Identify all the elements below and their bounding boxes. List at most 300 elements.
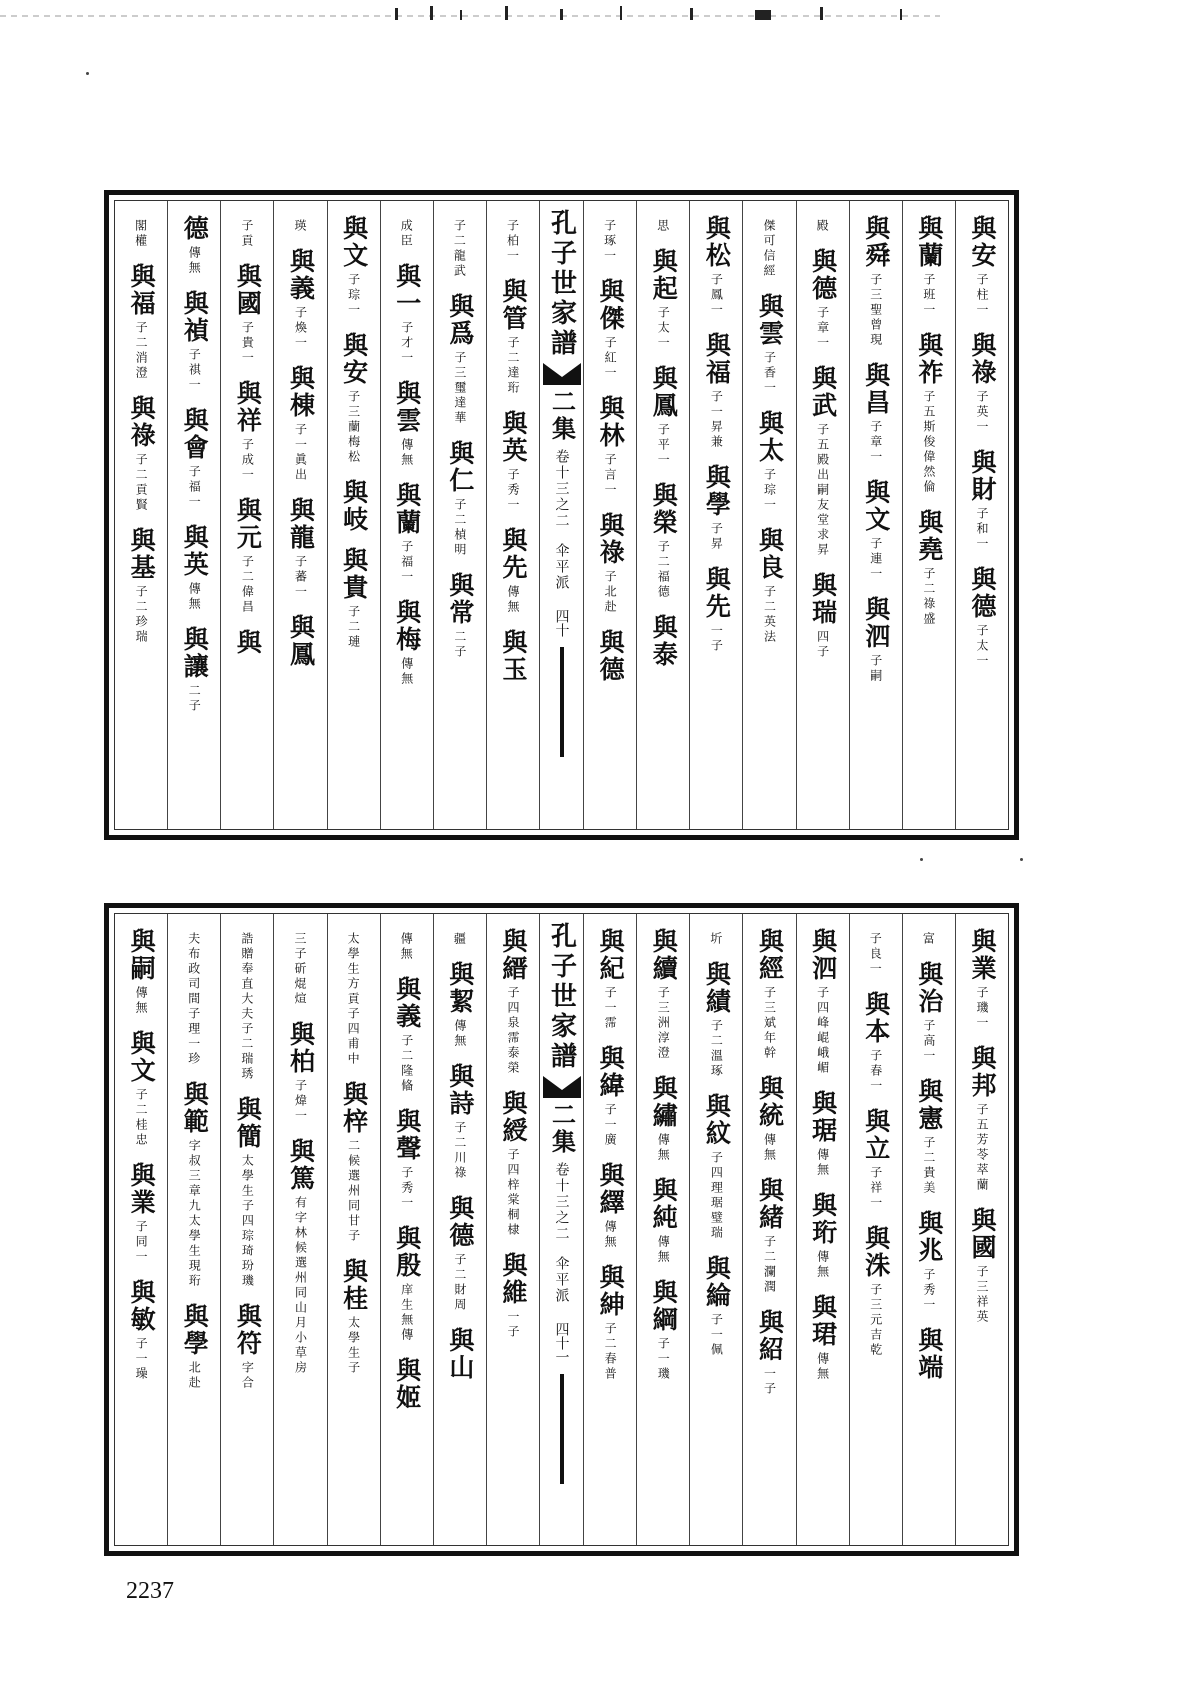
volume-label: 卷十三之二 [553,1162,570,1242]
person-name: 與範 [180,1081,210,1135]
top-panel-columns [115,201,1008,829]
genealogy-entry [919,928,938,947]
entry-annotation: 子平一 [656,423,671,468]
genealogy-entry [648,248,678,351]
person-name: 與常 [445,572,475,626]
person-name: 與管 [498,278,528,332]
person-name: 與紳 [596,1264,626,1318]
genealogy-entry [392,482,422,585]
person-name: 與福 [127,263,157,317]
genealogy-entry [498,1252,528,1340]
entry-annotation: 傳無 [603,1220,618,1250]
genealogy-entry [967,1207,997,1325]
entry-annotation: 子太一 [974,624,989,669]
genealogy-column [380,914,433,1545]
entry-annotation: 子四泉霈泰榮 [505,986,520,1076]
person-name: 與綬 [498,1090,528,1144]
entry-annotation: 子北赴 [603,570,618,615]
genealogy-column [849,201,902,829]
person-name: 與山 [445,1327,475,1381]
person-name: 與安 [339,332,369,386]
entry-annotation: 子高一 [921,1019,936,1064]
genealogy-entry [339,332,369,465]
person-name: 與篤 [286,1138,316,1192]
genealogy-entry [498,1090,528,1238]
entry-annotation: 子一霈 [603,986,618,1031]
genealogy-entry [179,524,209,612]
genealogy-entry [179,407,209,510]
entry-annotation: 子太一 [656,306,671,351]
genealogy-entry [392,976,422,1094]
volume-label: 卷十三之二 [553,449,570,529]
person-name: 與純 [649,1177,679,1231]
person-name: 與續 [649,928,679,982]
entry-annotation: 一子 [709,624,724,654]
genealogy-entry [754,527,784,645]
genealogy-entry [648,928,678,1061]
scan-edge-marks [0,0,1190,28]
entry-annotation: 子二英法 [762,585,777,645]
genealogy-column [955,914,1008,1545]
entry-annotation: 子言一 [603,453,618,498]
entry-annotation: 子二偉昌 [240,555,255,615]
entry-annotation: 傳無 [452,1019,467,1049]
person-name: 與堯 [914,509,944,563]
genealogy-column [433,201,486,829]
person-name: 與財 [967,449,997,503]
genealogy-entry [754,1177,784,1295]
genealogy-column [636,914,689,1545]
entry-annotation: 傳無 [399,657,414,687]
person-name: 與兆 [914,1210,944,1264]
genealogy-column [220,914,273,1545]
entry-annotation: 有字林候選州同山月小草房 [293,1196,308,1376]
entry-annotation: 子煥一 [293,306,308,351]
entry-annotation: 子英一 [974,390,989,435]
folio-spine [539,201,583,829]
entry-annotation: 太學生方貢子四甫中 [346,932,361,1067]
genealogy-column [433,914,486,1545]
person-name: 與嗣 [127,928,157,982]
person-name: 與禎 [180,290,210,344]
genealogy-entry [808,248,838,351]
person-name: 與泰 [649,614,679,668]
genealogy-entry [126,1162,156,1265]
person-name: 與一 [392,263,422,317]
genealogy-entry [498,527,528,615]
person-name: 與珩 [808,1192,838,1246]
scan-speck [920,858,923,861]
person-name: 與蘭 [914,215,944,269]
person-name: 與績 [702,961,732,1015]
genealogy-column [115,201,167,829]
genealogy-entry [450,928,469,947]
genealogy-column [380,201,433,829]
entry-annotation: 子秀一 [399,1166,414,1211]
entry-annotation: 子二春普 [603,1322,618,1382]
genealogy-entry [179,1303,209,1391]
genealogy-entry [914,509,944,627]
person-name: 與緯 [596,1045,626,1099]
entry-annotation: 子一眞出 [293,423,308,483]
person-name: 與紹 [755,1309,785,1363]
genealogy-entry [861,596,891,684]
genealogy-entry [445,1195,475,1313]
person-name: 與昌 [861,362,891,416]
genealogy-entry [503,215,522,264]
person-name: 與姬 [392,1357,422,1411]
entry-annotation: 子五斯俊偉然倫 [921,390,936,495]
entry-annotation: 子章一 [815,306,830,351]
person-name: 與祿 [596,512,626,566]
collection-label: 二集 [547,389,577,443]
genealogy-entry [291,215,310,234]
genealogy-entry [498,410,528,513]
person-name: 與會 [180,407,210,461]
entry-annotation: 富 [921,932,936,947]
genealogy-entry [397,215,416,249]
genealogy-entry [808,1192,838,1280]
genealogy-entry [808,365,838,558]
genealogy-column [583,201,636,829]
genealogy-entry [861,362,891,465]
entry-annotation: 子一廣 [603,1103,618,1148]
person-name: 與學 [180,1303,210,1357]
entry-annotation: 子章一 [868,420,883,465]
genealogy-column [689,914,742,1545]
genealogy-entry [498,629,528,683]
genealogy-column [486,914,539,1545]
genealogy-entry [344,928,363,1067]
genealogy-column [167,914,220,1545]
entry-annotation: 子煒一 [293,1079,308,1124]
person-name: 與治 [914,961,944,1015]
folio-spine [539,914,583,1545]
top-panel [104,190,1019,840]
person-name: 與棟 [286,365,316,419]
entry-annotation: 子一昇兼 [709,390,724,450]
genealogy-entry [392,599,422,687]
fish-tail-mark-icon [543,1076,581,1098]
entry-annotation: 子連一 [868,537,883,582]
entry-annotation: 子祥一 [868,1166,883,1211]
entry-annotation: 疆 [452,932,467,947]
collection-label: 二集 [547,1102,577,1156]
entry-annotation: 子才一 [399,321,414,366]
section-label: 伞平派 [553,543,570,591]
entry-annotation: 子昇 [709,522,724,552]
person-name: 與殷 [392,1225,422,1279]
genealogy-entry [754,410,784,513]
entry-annotation: 一子 [505,1310,520,1340]
genealogy-entry [445,293,475,426]
genealogy-entry [238,928,257,1082]
entry-annotation: 子三蘭梅松 [346,390,361,465]
person-name: 與絜 [445,961,475,1015]
page-number: 2237 [126,1578,174,1604]
entry-annotation: 殿 [815,219,830,234]
genealogy-column [796,201,849,829]
person-name: 與維 [498,1252,528,1306]
entry-annotation: 子福一 [187,465,202,510]
person-name: 與德 [445,1195,475,1249]
genealogy-entry [595,1264,625,1382]
genealogy-entry [179,290,209,393]
entry-annotation: 傳無 [134,986,149,1016]
person-name: 與安 [967,215,997,269]
genealogy-entry [813,215,832,234]
entry-annotation: 子秀一 [921,1268,936,1313]
genealogy-entry [967,928,997,1031]
genealogy-entry [285,1021,315,1124]
entry-annotation: 子紅一 [603,336,618,381]
genealogy-entry [861,479,891,582]
genealogy-entry [967,332,997,435]
genealogy-entry [179,1081,209,1289]
genealogy-entry [595,512,625,615]
entry-annotation: 子二祿盛 [921,567,936,627]
genealogy-entry [445,1063,475,1181]
entry-annotation: 傳無 [762,1133,777,1163]
genealogy-entry [701,566,731,654]
folio-page-number: 四十一 [553,1322,570,1364]
entry-annotation: 三子斫焜煊 [292,932,307,1007]
person-name: 與榮 [649,482,679,536]
genealogy-entry [914,332,944,495]
genealogy-entry [601,215,620,264]
person-name: 與舜 [861,215,891,269]
genealogy-entry [498,928,528,1076]
genealogy-entry [126,395,156,513]
genealogy-column [327,201,380,829]
entry-annotation: 子琮一 [762,468,777,513]
genealogy-entry [450,215,469,279]
person-name: 與武 [808,365,838,419]
folio-rule [560,1374,564,1484]
person-name: 與讓 [180,626,210,680]
person-name: 與立 [861,1108,891,1162]
entry-annotation: 子二達珩 [505,336,520,396]
genealogy-entry [648,365,678,468]
genealogy-entry [185,928,204,1067]
genealogy-entry [648,1279,678,1382]
genealogy-entry [126,263,156,381]
genealogy-entry [914,1327,944,1381]
entry-annotation: 子二貢賢 [134,453,149,513]
genealogy-entry [701,215,731,318]
genealogy-column [742,201,795,829]
folio-page-number: 四十 [553,609,570,637]
genealogy-entry [126,928,156,1016]
entry-annotation: 子三元吉乾 [868,1283,883,1358]
person-name: 與憲 [914,1078,944,1132]
entry-annotation: 太學生子四琮琦玢璣 [240,1154,255,1289]
entry-annotation: 庠生無傳 [399,1283,414,1343]
genealogy-entry [808,1090,838,1178]
person-name: 與祚 [914,332,944,386]
entry-annotation: 子二桂忠 [134,1088,149,1148]
entry-annotation: 子良一 [868,932,883,977]
entry-annotation: 子同一 [134,1220,149,1265]
fish-tail-mark-icon [543,363,581,385]
person-name: 與蘭 [392,482,422,536]
genealogy-entry [595,278,625,381]
person-name: 與文 [339,215,369,269]
genealogy-column [167,201,220,829]
person-name: 與先 [702,566,732,620]
genealogy-entry [701,1093,731,1241]
entry-annotation: 子三祥英 [974,1265,989,1325]
entry-annotation: 太學生子 [346,1316,361,1376]
person-name: 與起 [649,248,679,302]
person-name: 與統 [755,1075,785,1129]
genealogy-entry [967,449,997,552]
person-name: 與福 [702,332,732,386]
person-name: 與業 [967,928,997,982]
genealogy-entry [392,1108,422,1211]
entry-annotation: 傳無 [399,438,414,468]
genealogy-entry [232,497,262,615]
person-name: 與祿 [127,395,157,449]
genealogy-entry [914,215,944,318]
person-name: 與聲 [392,1108,422,1162]
genealogy-entry [445,961,475,1049]
entry-annotation: 子二珍瑞 [134,585,149,645]
book-title: 孔子世家譜 [546,209,577,359]
genealogy-entry [285,248,315,351]
entry-annotation: 子二財周 [452,1253,467,1313]
genealogy-entry [179,626,209,714]
entry-annotation: 子鳳一 [709,273,724,318]
section-label: 伞平派 [553,1256,570,1304]
person-name: 與義 [286,248,316,302]
entry-annotation: 子香一 [762,351,777,396]
entry-annotation: 一子 [762,1367,777,1397]
entry-annotation: 傳無 [399,932,414,962]
genealogy-entry [707,928,726,947]
person-name: 與簡 [233,1096,263,1150]
person-name: 與柏 [286,1021,316,1075]
entry-annotation: 二子 [452,630,467,660]
person-name: 與緒 [755,1177,785,1231]
entry-annotation: 子貢 [239,219,254,249]
genealogy-entry [126,1279,156,1382]
genealogy-entry [648,1177,678,1265]
entry-annotation: 子柏一 [505,219,520,264]
genealogy-entry [701,464,731,552]
genealogy-entry [967,1045,997,1193]
entry-annotation: 子四峰崐峨嵋 [815,986,830,1076]
person-name: 與雲 [755,293,785,347]
entry-annotation: 子班一 [921,273,936,318]
entry-annotation: 圻 [708,932,723,947]
genealogy-entry [967,566,997,669]
person-name: 與仁 [445,440,475,494]
entry-annotation: 子和一 [974,507,989,552]
person-name: 與爲 [445,293,475,347]
entry-annotation: 子五殿出嗣友堂求昇 [815,423,830,558]
person-name: 與 [233,629,263,656]
genealogy-entry [126,1030,156,1148]
genealogy-entry [701,332,731,450]
genealogy-column [636,201,689,829]
entry-annotation: 子五芳苓萃蘭 [974,1103,989,1193]
genealogy-entry [232,1096,262,1289]
genealogy-entry [595,928,625,1031]
person-name: 與國 [233,263,263,317]
genealogy-entry [339,215,369,318]
entry-annotation: 閣權 [133,219,148,249]
genealogy-entry [445,440,475,558]
genealogy-entry [861,1108,891,1211]
entry-annotation: 子一璪 [134,1337,149,1382]
genealogy-entry [232,629,262,656]
entry-annotation: 字合 [240,1361,255,1391]
genealogy-entry [595,1045,625,1148]
entry-annotation: 成臣 [399,219,414,249]
genealogy-column [115,914,167,1545]
genealogy-entry [808,1294,838,1382]
entry-annotation: 子一佩 [709,1313,724,1358]
person-name: 與業 [127,1162,157,1216]
person-name: 與本 [861,991,891,1045]
entry-annotation: 子柱一 [974,273,989,318]
genealogy-entry [861,991,891,1094]
person-name: 與德 [596,629,626,683]
genealogy-entry [595,395,625,498]
person-name: 與泗 [808,928,838,982]
entry-annotation: 傳無 [815,1250,830,1280]
person-name: 與紀 [596,928,626,982]
person-name: 與龍 [286,497,316,551]
person-name: 與鳳 [649,365,679,419]
person-name: 與玉 [498,629,528,683]
entry-annotation: 傳無 [815,1148,830,1178]
entry-annotation: 傳無 [815,1352,830,1382]
person-name: 與雲 [392,380,422,434]
genealogy-entry [238,215,257,249]
genealogy-entry [760,215,779,279]
person-name: 與先 [498,527,528,581]
entry-annotation: 子一璣 [656,1337,671,1382]
entry-annotation: 子春一 [868,1049,883,1094]
genealogy-entry [754,1309,784,1397]
entry-annotation: 字叔三章九太學生現珩 [187,1139,202,1289]
person-name: 與英 [498,410,528,464]
person-name: 與經 [755,928,785,982]
entry-annotation: 子三洲淳澄 [656,986,671,1061]
genealogy-entry [595,1162,625,1250]
entry-annotation: 子二消澄 [134,321,149,381]
entry-annotation: 子二溫琢 [709,1019,724,1079]
genealogy-entry [392,380,422,468]
genealogy-entry [392,1357,422,1411]
entry-annotation: 子二隆偹 [399,1034,414,1094]
person-name: 與敏 [127,1279,157,1333]
genealogy-entry [866,928,885,977]
genealogy-entry [232,1303,262,1391]
person-name: 與德 [967,566,997,620]
genealogy-entry [285,614,315,668]
person-name: 德 [180,215,210,242]
genealogy-entry [648,1075,678,1163]
genealogy-entry [861,215,891,348]
person-name: 與英 [180,524,210,578]
person-name: 與瑞 [808,572,838,626]
entry-annotation: 傳無 [656,1235,671,1265]
entry-annotation: 子二瀾潤 [762,1235,777,1295]
entry-annotation: 思 [655,219,670,234]
